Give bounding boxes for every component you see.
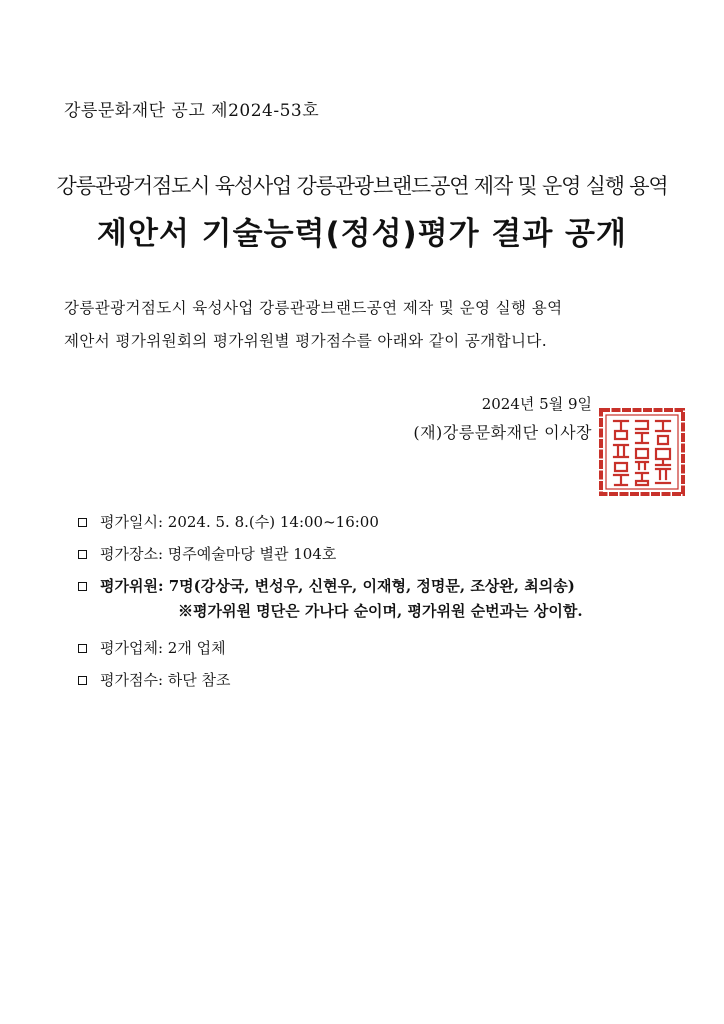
- info-item-evaluated-companies: [78, 636, 698, 658]
- info-label: 평가장소:: [100, 544, 164, 563]
- evaluation-info-list: [78, 510, 698, 700]
- checkbox-icon: [78, 644, 87, 653]
- issuer-organization: (재)강릉문화재단 이사장: [413, 423, 592, 442]
- info-item-evaluation-datetime: [78, 510, 698, 532]
- notice-number: 강릉문화재단 공고 제2024-53호: [64, 101, 320, 121]
- info-value: 2개 업체: [167, 638, 226, 657]
- info-value: 7명(강상국, 변성우, 신현우, 이재형, 정명문, 조상완, 최의송): [168, 576, 575, 595]
- official-seal-icon: [598, 407, 686, 497]
- document-title: 제안서 기술능력(정성)평가 결과 공개: [97, 216, 627, 252]
- checkbox-icon: [78, 550, 87, 559]
- intro-line: 제안서 평가위원회의 평가위원별 평가점수를 아래와 같이 공개합니다.: [64, 332, 548, 350]
- info-item-evaluation-location: [78, 542, 698, 564]
- checkbox-icon: [78, 518, 87, 527]
- info-label: 평가위원:: [100, 576, 164, 595]
- document-subtitle: 강릉관광거점도시 육성사업 강릉관광브랜드공연 제작 및 운영 실행 용역: [56, 174, 668, 198]
- info-label: 평가점수:: [100, 670, 164, 689]
- info-value: 하단 참조: [167, 670, 231, 689]
- info-label: 평가일시:: [100, 512, 164, 531]
- committee-note: ※평가위원 명단은 가나다 순이며, 평가위원 순번과는 상이함.: [178, 602, 583, 620]
- info-item-evaluation-scores: [78, 668, 698, 690]
- issue-date: 2024년 5월 9일: [481, 395, 592, 413]
- info-value: 명주예술마당 별관 104호: [167, 544, 337, 563]
- checkbox-icon: [78, 582, 87, 591]
- info-label: 평가업체:: [100, 638, 164, 657]
- info-value: 2024. 5. 8.(수) 14:00~16:00: [167, 512, 379, 531]
- intro-line: 강릉관광거점도시 육성사업 강릉관광브랜드공연 제작 및 운영 실행 용역: [64, 299, 563, 317]
- intro-paragraph: [64, 292, 664, 358]
- info-item-evaluation-committee: [78, 574, 698, 596]
- checkbox-icon: [78, 676, 87, 685]
